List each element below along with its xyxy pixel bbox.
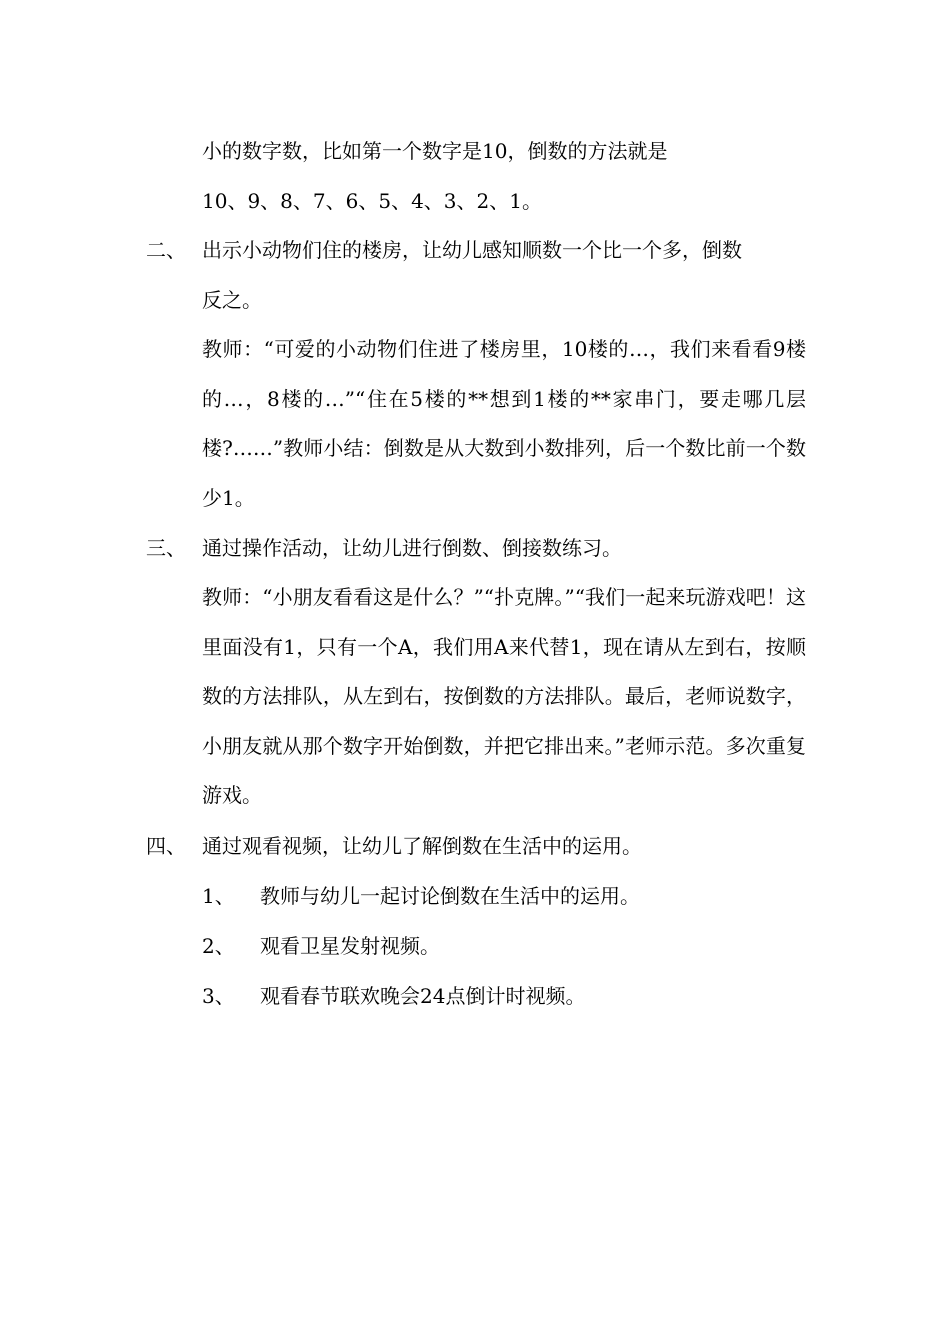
section-2-heading-line-2: 反之。 xyxy=(202,288,262,312)
list-item-1-marker: 1、 xyxy=(202,884,235,908)
section-4-marker: 四、 xyxy=(146,834,186,858)
section-4-heading-line-1: 通过观看视频，让幼儿了解倒数在生活中的运用。 xyxy=(202,834,642,858)
list-item-1-text: 教师与幼儿一起讨论倒数在生活中的运用。 xyxy=(260,884,640,908)
continuation-line-2: 10、9、8、7、6、5、4、3、2、1。 xyxy=(202,189,542,213)
section-2-detail-paragraph: 教师：“可爱的小动物们住进了楼房里，10楼的…，我们来看看9楼的…，8楼的…”“住在5楼的**想到1楼的**家串门，要走哪几层楼?……”教师小结：倒数是从大数到小数排列，后一个数比前一个数少1。 xyxy=(202,337,806,510)
list-item-3-marker: 3、 xyxy=(202,984,235,1008)
list-item-2-marker: 2、 xyxy=(202,934,235,958)
section-2-marker: 二、 xyxy=(146,238,186,262)
list-item-2-text: 观看卫星发射视频。 xyxy=(260,934,440,958)
section-3-heading-line-1: 通过操作活动，让幼儿进行倒数、倒接数练习。 xyxy=(202,536,622,560)
continuation-line-1: 小的数字数，比如第一个数字是10，倒数的方法就是 xyxy=(202,139,668,163)
section-2-heading-line-1: 出示小动物们住的楼房，让幼儿感知顺数一个比一个多，倒数 xyxy=(202,238,742,262)
list-item-3-text: 观看春节联欢晚会24点倒计时视频。 xyxy=(260,984,586,1008)
section-3-detail-paragraph: 教师：“小朋友看看这是什么？”“扑克牌。”“我们一起来玩游戏吧！这里面没有1，只有一个A，我们用A来代替1，现在请从左到右，按顺数的方法排队，从左到右，按倒数的方法排队。最后，老师说数字，小朋友就从那个数字开始倒数，并把它排出来。”老师示范。多次重复游戏。 xyxy=(202,585,806,808)
section-3-marker: 三、 xyxy=(146,536,186,560)
